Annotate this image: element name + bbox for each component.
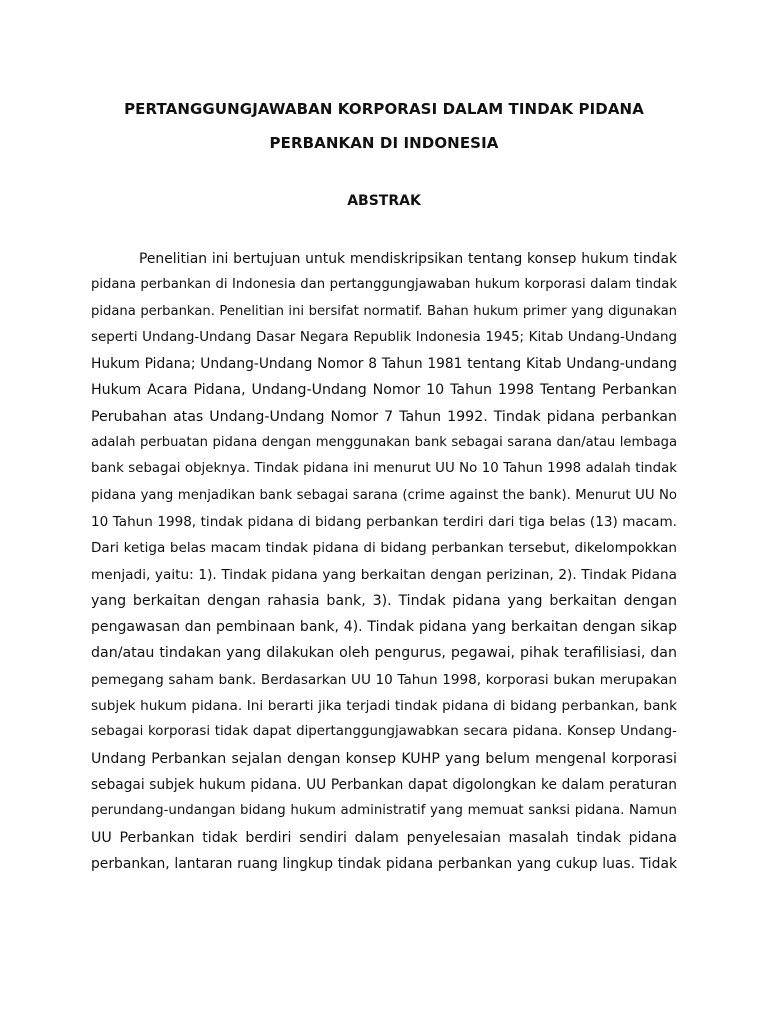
title-line-1: PERTANGGUNGJAWABAN KORPORASI DALAM TINDAK PIDANA: [124, 100, 644, 118]
text-line: perbankan, lantaran ruang lingkup tindak pidana perbankan yang cukup luas. Tidak: [91, 855, 677, 872]
text-line: sebagai korporasi tidak dapat dipertanggungjawabkan secara pidana. Konsep Undang-: [91, 724, 677, 740]
text-line: Hukum Acara Pidana, Undang-Undang Nomor 10 Tahun 1998 Tentang Perbankan: [91, 382, 677, 399]
text-line: pidana yang menjadikan bank sebagai sarana (crime against the bank). Menurut UU No: [91, 487, 677, 503]
text-line: Hukum Pidana; Undang-Undang Nomor 8 Tahun 1981 tentang Kitab Undang-undang: [91, 356, 677, 373]
text-line: subjek hukum pidana. Ini berarti jika terjadi tindak pidana di bidang perbankan, bank: [91, 698, 677, 715]
text-line: Dari ketiga belas macam tindak pidana di bidang perbankan tersebut, dikelompokkan: [91, 540, 677, 557]
abstract-heading: ABSTRAK: [347, 193, 421, 209]
abstract-body: [91, 246, 677, 877]
text-line: 10 Tahun 1998, tindak pidana di bidang perbankan terdiri dari tiga belas (13) macam.: [91, 513, 677, 530]
text-line: adalah perbuatan pidana dengan menggunakan bank sebagai sarana dan/atau lembaga: [91, 435, 677, 451]
title-line-2: PERBANKAN DI INDONESIA: [269, 134, 499, 152]
text-line: perundang-undangan bidang hukum administratif yang memuat sanksi pidana. Namun: [91, 803, 677, 819]
text-line: pidana perbankan di Indonesia dan pertanggungjawaban hukum korporasi dalam tindak: [91, 277, 677, 293]
text-line: dan/atau tindakan yang dilakukan oleh pengurus, pegawai, pihak terafilisiasi, dan: [91, 645, 677, 662]
text-line: yang berkaitan dengan rahasia bank, 3). Tindak pidana yang berkaitan dengan: [91, 592, 677, 609]
text-line: pidana perbankan. Penelitian ini bersifat normatif. Bahan hukum primer yang digunakan: [91, 303, 677, 319]
text-line: Perubahan atas Undang-Undang Nomor 7 Tahun 1992. Tindak pidana perbankan: [91, 408, 677, 425]
text-line: UU Perbankan tidak berdiri sendiri dalam penyelesaian masalah tindak pidana: [91, 829, 677, 846]
text-line: pengawasan dan pembinaan bank, 4). Tindak pidana yang berkaitan dengan sikap: [91, 619, 677, 636]
text-line: pemegang saham bank. Berdasarkan UU 10 Tahun 1998, korporasi bukan merupakan: [91, 671, 677, 688]
text-line: menjadi, yaitu: 1). Tindak pidana yang berkaitan dengan perizinan, 2). Tindak Pidana: [91, 566, 677, 583]
text-line: Undang Perbankan sejalan dengan konsep KUHP yang belum mengenal korporasi: [91, 750, 677, 767]
text-line: bank sebagai objeknya. Tindak pidana ini menurut UU No 10 Tahun 1998 adalah tindak: [91, 461, 677, 477]
text-line: Penelitian ini bertujuan untuk mendiskripsikan tentang konsep hukum tindak: [139, 251, 677, 267]
text-line: sebagai subjek hukum pidana. UU Perbankan dapat digolongkan ke dalam peraturan: [91, 776, 677, 793]
text-line: seperti Undang-Undang Dasar Negara Republik Indonesia 1945; Kitab Undang-Undang: [91, 329, 677, 345]
document-title: [0, 92, 768, 160]
